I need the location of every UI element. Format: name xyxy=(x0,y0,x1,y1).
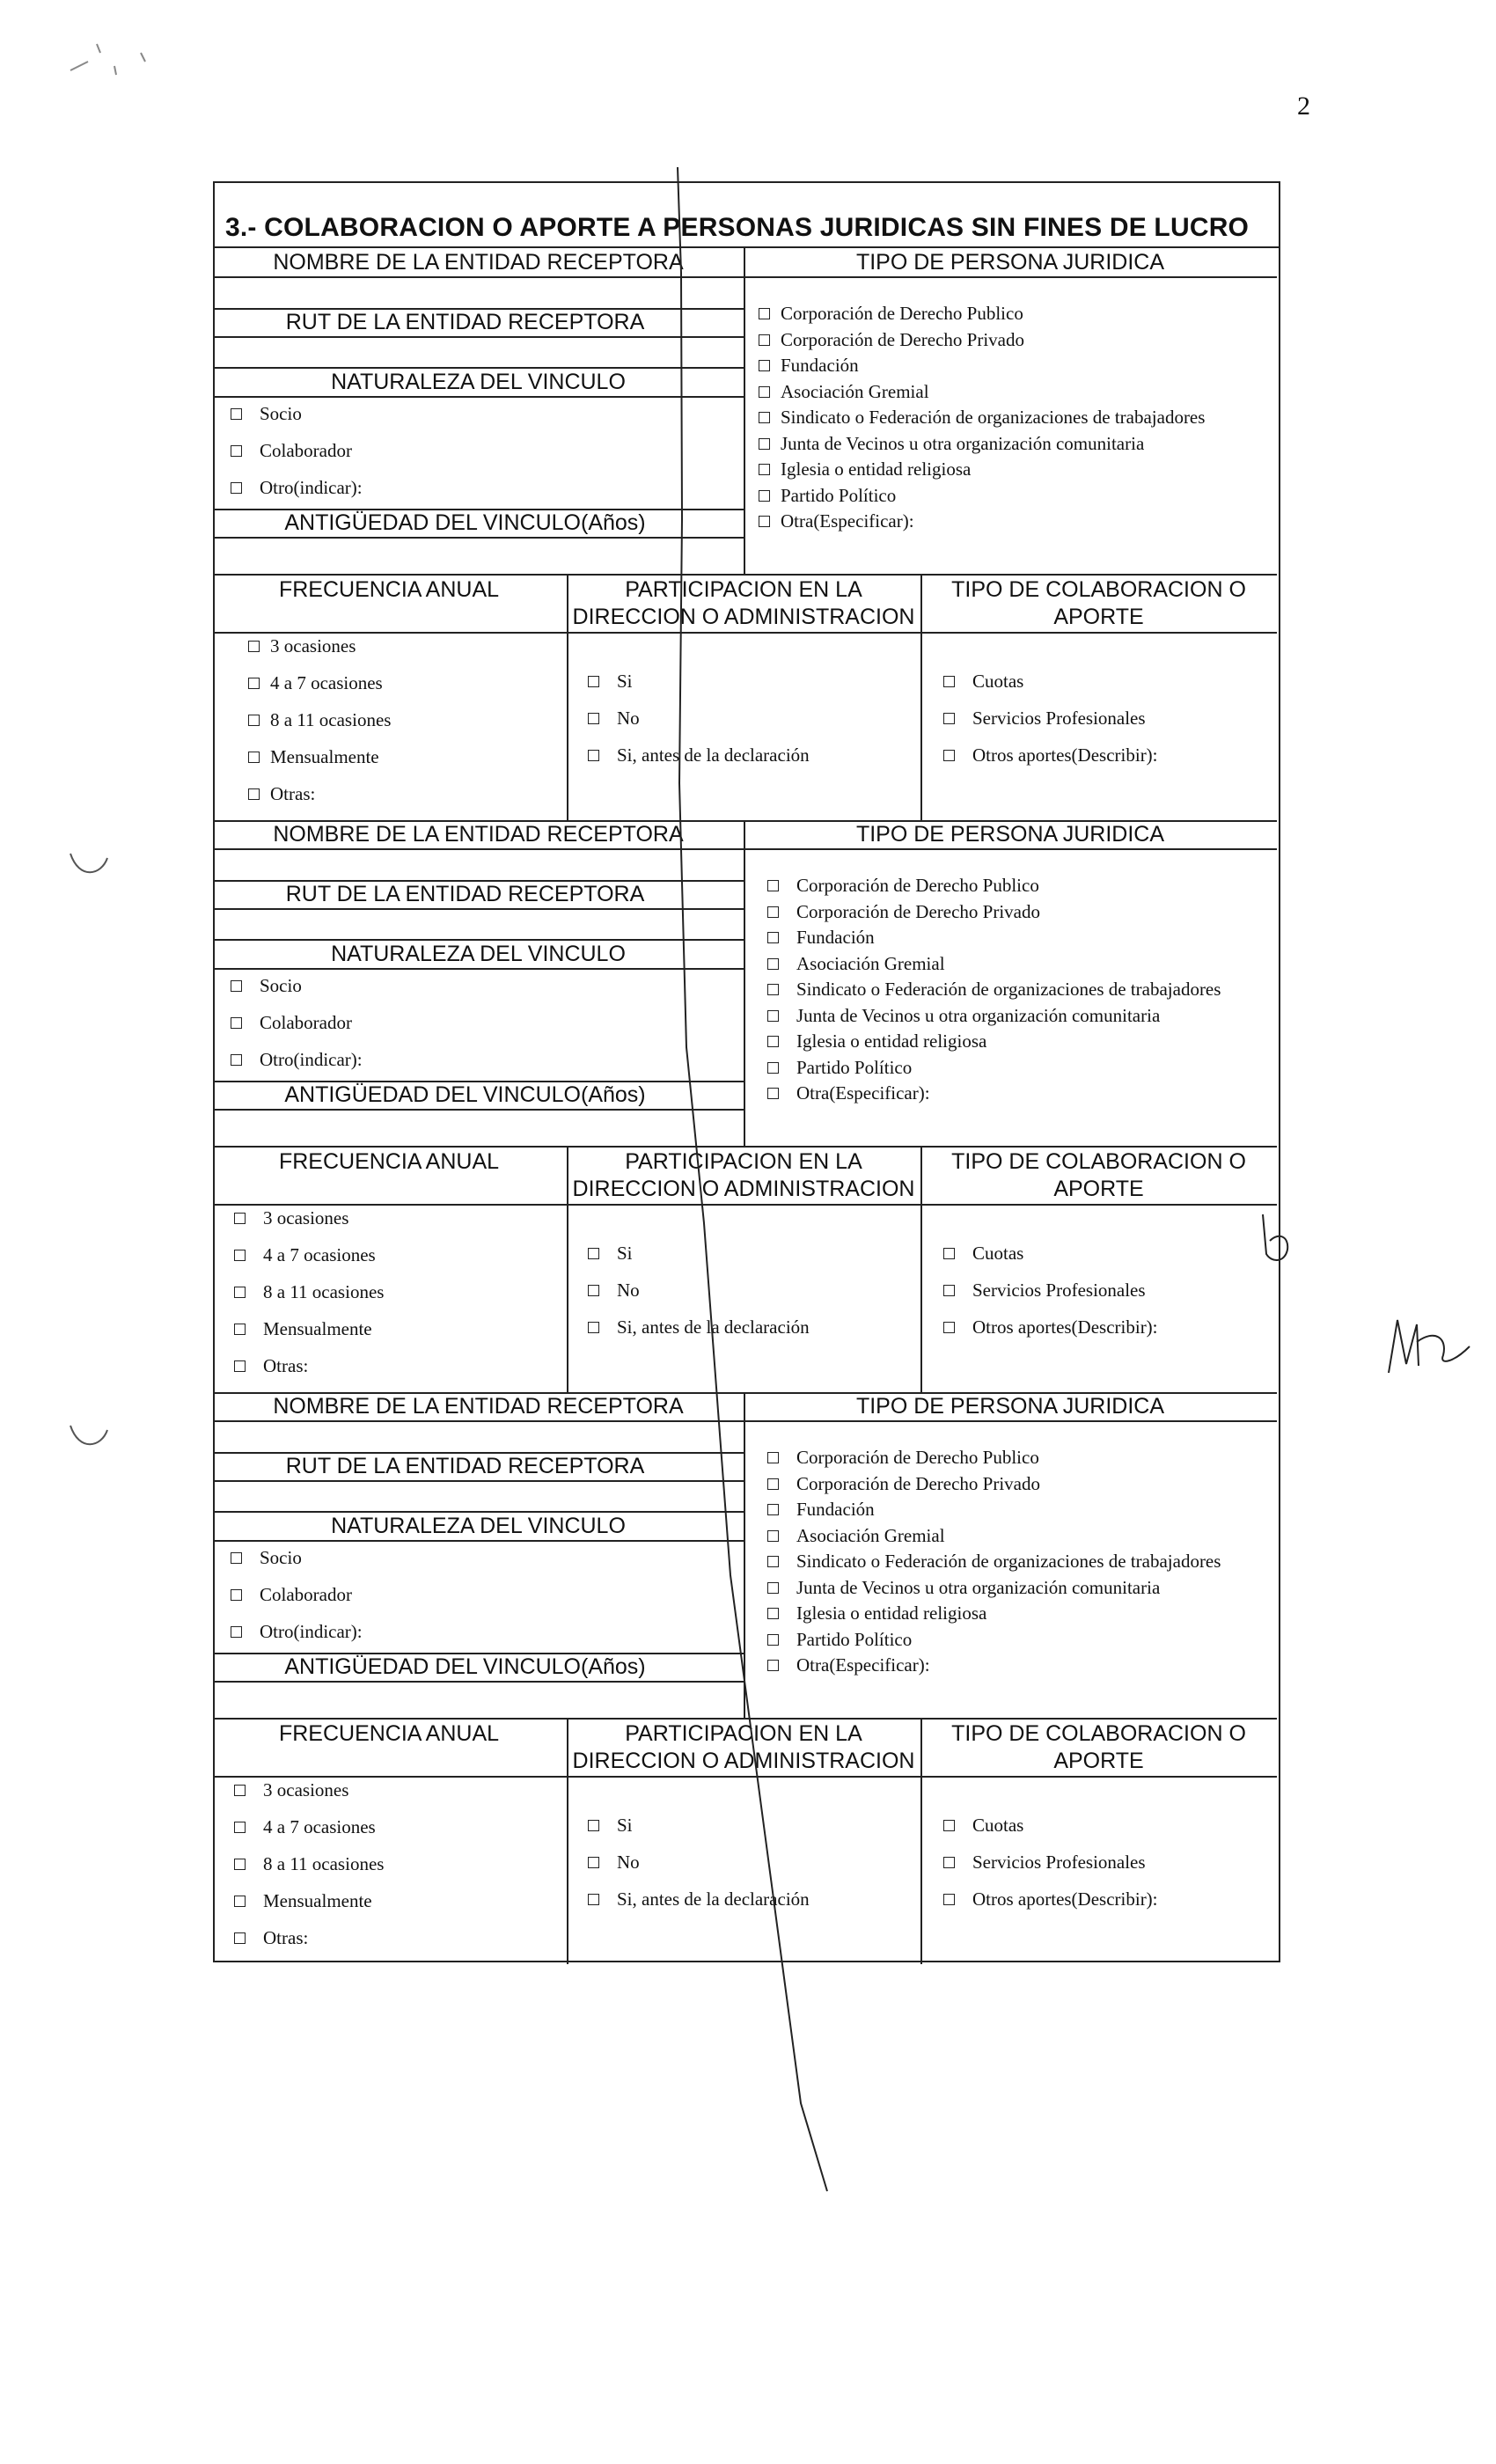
option-label: Junta de Vecinos u otra organización comunitaria xyxy=(781,432,1145,454)
frecuencia-option-3[interactable] xyxy=(234,1318,372,1340)
checkbox-icon[interactable] xyxy=(231,408,242,420)
option-label: Otras: xyxy=(263,1927,309,1948)
option-label: Otra(Especificar): xyxy=(781,510,914,532)
option-label: Otros aportes(Describir): xyxy=(972,744,1158,766)
column-divider xyxy=(567,1146,568,1392)
option-label: No xyxy=(617,708,640,729)
option-label: 4 a 7 ocasiones xyxy=(270,672,383,693)
option-label: Si, antes de la declaración xyxy=(617,1316,810,1338)
antiguedad-vinculo-header: ANTIGÜEDAD DEL VINCULO(Años) xyxy=(284,1082,646,1107)
option-label: Iglesia o entidad religiosa xyxy=(796,1602,987,1624)
naturaleza-vinculo-header: NATURALEZA DEL VINCULO xyxy=(331,370,626,394)
checkbox-icon[interactable] xyxy=(588,1857,599,1868)
checkbox-icon[interactable] xyxy=(234,1859,246,1870)
vinculo-option-colaborador[interactable] xyxy=(231,1584,352,1606)
column-divider xyxy=(920,1146,922,1392)
checkbox-icon[interactable] xyxy=(248,678,260,689)
option-label: Mensualmente xyxy=(263,1318,372,1339)
colaboracion-option-2[interactable] xyxy=(943,1888,1158,1910)
checkbox-icon[interactable] xyxy=(234,1822,246,1833)
option-label: No xyxy=(617,1280,640,1301)
colaboracion-option-0[interactable] xyxy=(943,1815,1023,1837)
checkbox-icon[interactable] xyxy=(234,1250,246,1261)
tipo-colaboracion-header-line2: APORTE xyxy=(1053,1749,1144,1773)
checkbox-icon[interactable] xyxy=(588,1248,599,1259)
checkbox-icon[interactable] xyxy=(248,788,260,800)
checkbox-icon[interactable] xyxy=(588,750,599,761)
option-label: Junta de Vecinos u otra organización comunitaria xyxy=(796,1004,1161,1026)
option-label: Socio xyxy=(260,403,302,424)
vinculo-option-socio[interactable] xyxy=(231,1547,302,1569)
vinculo-option-colaborador[interactable] xyxy=(231,440,352,462)
option-label: Cuotas xyxy=(972,1243,1024,1264)
option-label: Asociación Gremial xyxy=(796,952,945,974)
option-label: Corporación de Derecho Publico xyxy=(796,875,1039,896)
option-label: Si, antes de la declaración xyxy=(617,744,810,766)
option-label: Si, antes de la declaración xyxy=(617,1888,810,1910)
option-label: Otra(Especificar): xyxy=(796,1082,930,1104)
nombre-entidad-header: NOMBRE DE LA ENTIDAD RECEPTORA xyxy=(273,1394,684,1419)
checkbox-icon[interactable] xyxy=(231,1054,242,1066)
nombre-entidad-header: NOMBRE DE LA ENTIDAD RECEPTORA xyxy=(273,822,684,847)
frecuencia-anual-header: FRECUENCIA ANUAL xyxy=(278,577,500,602)
checkbox-icon[interactable] xyxy=(234,1360,246,1372)
checkbox-icon[interactable] xyxy=(943,1894,955,1905)
option-label: Fundación xyxy=(796,927,875,948)
antiguedad-vinculo-header: ANTIGÜEDAD DEL VINCULO(Años) xyxy=(284,1654,646,1679)
frecuencia-option-0[interactable] xyxy=(234,1779,348,1801)
checkbox-icon[interactable] xyxy=(588,1894,599,1905)
option-label: Sindicato o Federación de organizaciones de trabajadores xyxy=(796,1551,1221,1572)
rut-entidad-header: RUT DE LA ENTIDAD RECEPTORA xyxy=(285,310,645,334)
checkbox-icon[interactable] xyxy=(231,1626,242,1638)
participacion-header-line2: DIRECCION O ADMINISTRACION xyxy=(572,1177,915,1201)
tipo-colaboracion-header-line2: APORTE xyxy=(1053,1177,1144,1201)
option-label: Colaborador xyxy=(260,440,352,461)
option-label: 4 a 7 ocasiones xyxy=(263,1244,376,1265)
option-label: Servicios Profesionales xyxy=(972,708,1146,729)
checkbox-icon[interactable] xyxy=(231,482,242,494)
scan-arc-1 xyxy=(62,845,114,889)
section-title: 3.- COLABORACION O APORTE A PERSONAS JURIDICAS SIN FINES DE LUCRO xyxy=(225,213,1250,242)
rut-entidad-header: RUT DE LA ENTIDAD RECEPTORA xyxy=(285,882,645,906)
frecuencia-option-4[interactable] xyxy=(234,1355,308,1377)
option-label: Sindicato o Federación de organizaciones de trabajadores xyxy=(781,407,1206,428)
frecuencia-option-3[interactable] xyxy=(234,1890,372,1912)
option-label: Corporación de Derecho Privado xyxy=(796,1472,1040,1494)
tipo-persona-header: TIPO DE PERSONA JURIDICA xyxy=(855,250,1165,275)
participacion-header-line1: PARTICIPACION EN LA xyxy=(625,577,862,602)
colaboracion-option-1[interactable] xyxy=(943,1852,1146,1874)
vinculo-option-colaborador[interactable] xyxy=(231,1012,352,1034)
tipo-colaboracion-header-line1: TIPO DE COLABORACION O xyxy=(951,577,1246,602)
colaboracion-option-1[interactable] xyxy=(943,1280,1146,1302)
checkbox-icon[interactable] xyxy=(248,752,260,763)
option-label: Asociación Gremial xyxy=(796,1524,945,1546)
participacion-header-line1: PARTICIPACION EN LA xyxy=(625,1721,862,1746)
checkbox-icon[interactable] xyxy=(943,713,955,724)
option-label: Fundación xyxy=(796,1499,875,1520)
frecuencia-anual-header: FRECUENCIA ANUAL xyxy=(278,1721,500,1746)
frecuencia-option-1[interactable] xyxy=(234,1244,376,1266)
option-label: Servicios Profesionales xyxy=(972,1852,1146,1873)
checkbox-icon[interactable] xyxy=(943,1322,955,1333)
frecuencia-option-0[interactable] xyxy=(248,635,356,657)
scan-arc-2 xyxy=(62,1417,114,1461)
naturaleza-vinculo-header: NATURALEZA DEL VINCULO xyxy=(331,942,626,966)
checkbox-icon[interactable] xyxy=(231,1017,242,1029)
option-label: 8 a 11 ocasiones xyxy=(263,1281,385,1302)
option-label: Colaborador xyxy=(260,1584,352,1605)
option-label: Si xyxy=(617,671,633,692)
option-label: Partido Político xyxy=(781,484,897,506)
checkbox-icon[interactable] xyxy=(588,1820,599,1831)
checkbox-icon[interactable] xyxy=(231,1552,242,1564)
option-label: Otras: xyxy=(270,783,316,804)
checkbox-icon[interactable] xyxy=(231,980,242,992)
checkbox-icon[interactable] xyxy=(234,1896,246,1907)
option-label: 8 a 11 ocasiones xyxy=(263,1853,385,1874)
checkbox-icon[interactable] xyxy=(943,676,955,687)
vinculo-option-otro[interactable] xyxy=(231,477,363,499)
pen-stroke xyxy=(651,167,854,2209)
column-divider xyxy=(567,574,568,820)
participacion-header-line2: DIRECCION O ADMINISTRACION xyxy=(572,1749,915,1773)
colaboracion-option-0[interactable] xyxy=(943,1243,1023,1265)
option-label: Cuotas xyxy=(972,671,1024,692)
colaboracion-option-2[interactable] xyxy=(943,744,1158,766)
tipo-colaboracion-header-line1: TIPO DE COLABORACION O xyxy=(951,1149,1246,1174)
frecuencia-option-4[interactable] xyxy=(234,1927,308,1949)
option-label: Si xyxy=(617,1243,633,1264)
participacion-header-line2: DIRECCION O ADMINISTRACION xyxy=(572,605,915,629)
frecuencia-option-1[interactable] xyxy=(234,1816,376,1838)
vinculo-option-otro[interactable] xyxy=(231,1621,363,1643)
checkbox-icon[interactable] xyxy=(588,713,599,724)
option-label: Socio xyxy=(260,975,302,996)
checkbox-icon[interactable] xyxy=(943,1820,955,1831)
checkbox-icon[interactable] xyxy=(231,445,242,457)
checkbox-icon[interactable] xyxy=(231,1589,242,1601)
tipo-colaboracion-header-line2: APORTE xyxy=(1053,605,1144,629)
naturaleza-vinculo-header: NATURALEZA DEL VINCULO xyxy=(331,1514,626,1538)
checkbox-icon[interactable] xyxy=(943,1857,955,1868)
participacion-option-1[interactable] xyxy=(588,1852,640,1874)
checkbox-icon[interactable] xyxy=(588,1285,599,1296)
option-label: Otro(indicar): xyxy=(260,477,363,498)
checkbox-icon[interactable] xyxy=(234,1287,246,1298)
nombre-entidad-header: NOMBRE DE LA ENTIDAD RECEPTORA xyxy=(273,250,684,275)
column-divider xyxy=(920,574,922,820)
option-label: 4 a 7 ocasiones xyxy=(263,1816,376,1837)
column-divider xyxy=(920,1718,922,1964)
option-label: Mensualmente xyxy=(270,746,379,767)
option-label: Sindicato o Federación de organizaciones de trabajadores xyxy=(796,979,1221,1000)
checkbox-icon[interactable] xyxy=(588,1322,599,1333)
scan-mark-top-left xyxy=(62,26,176,88)
check-mark xyxy=(1254,1210,1298,1272)
vinculo-option-socio[interactable] xyxy=(231,975,302,997)
option-label: Colaborador xyxy=(260,1012,352,1033)
participacion-option-1[interactable] xyxy=(588,1280,640,1302)
option-label: Corporación de Derecho Privado xyxy=(781,328,1024,350)
option-label: Cuotas xyxy=(972,1815,1024,1836)
option-label: Socio xyxy=(260,1547,302,1568)
option-label: Asociación Gremial xyxy=(781,380,929,402)
option-label: Iglesia o entidad religiosa xyxy=(796,1030,987,1052)
option-label: Otros aportes(Describir): xyxy=(972,1888,1158,1910)
option-label: Partido Político xyxy=(796,1056,913,1078)
option-label: Corporación de Derecho Privado xyxy=(796,900,1040,922)
frecuencia-anual-header: FRECUENCIA ANUAL xyxy=(278,1149,500,1174)
checkbox-icon[interactable] xyxy=(943,1285,955,1296)
frecuencia-option-0[interactable] xyxy=(234,1207,348,1229)
option-label: 8 a 11 ocasiones xyxy=(270,709,392,730)
checkbox-icon[interactable] xyxy=(588,676,599,687)
option-label: Junta de Vecinos u otra organización comunitaria xyxy=(796,1576,1161,1598)
option-label: Corporación de Derecho Publico xyxy=(796,1447,1039,1468)
option-label: Otras: xyxy=(263,1355,309,1376)
option-label: Fundación xyxy=(781,355,859,376)
option-label: Otros aportes(Describir): xyxy=(972,1316,1158,1338)
tipo-colaboracion-header-line1: TIPO DE COLABORACION O xyxy=(951,1721,1246,1746)
participacion-option-0[interactable] xyxy=(588,671,633,693)
frecuencia-option-3[interactable] xyxy=(248,746,379,768)
participacion-option-0[interactable] xyxy=(588,1815,633,1837)
option-label: No xyxy=(617,1852,640,1873)
checkbox-icon[interactable] xyxy=(248,641,260,652)
frecuencia-option-1[interactable] xyxy=(248,672,383,694)
rut-entidad-header: RUT DE LA ENTIDAD RECEPTORA xyxy=(285,1454,645,1478)
option-label: 3 ocasiones xyxy=(263,1207,349,1228)
option-label: Otro(indicar): xyxy=(260,1049,363,1070)
tipo-persona-header: TIPO DE PERSONA JURIDICA xyxy=(855,822,1165,847)
option-label: Otro(indicar): xyxy=(260,1621,363,1642)
checkbox-icon[interactable] xyxy=(248,715,260,726)
checkbox-icon[interactable] xyxy=(234,1324,246,1335)
checkbox-icon[interactable] xyxy=(943,750,955,761)
checkbox-icon[interactable] xyxy=(943,1248,955,1259)
frecuencia-option-2[interactable] xyxy=(248,709,391,731)
column-divider xyxy=(567,1718,568,1964)
vinculo-option-socio[interactable] xyxy=(231,403,302,425)
page-number: 2 xyxy=(1297,92,1310,121)
option-label: Servicios Profesionales xyxy=(972,1280,1146,1301)
vinculo-option-otro[interactable] xyxy=(231,1049,363,1071)
checkbox-icon[interactable] xyxy=(234,1932,246,1944)
antiguedad-vinculo-header: ANTIGÜEDAD DEL VINCULO(Años) xyxy=(284,510,646,535)
option-label: Iglesia o entidad religiosa xyxy=(781,458,972,480)
option-label: Mensualmente xyxy=(263,1890,372,1911)
colaboracion-option-2[interactable] xyxy=(943,1316,1158,1338)
participacion-option-0[interactable] xyxy=(588,1243,633,1265)
option-label: Partido Político xyxy=(796,1628,913,1650)
option-label: 3 ocasiones xyxy=(270,635,356,656)
participacion-option-1[interactable] xyxy=(588,708,640,730)
frecuencia-option-2[interactable] xyxy=(234,1853,384,1875)
tipo-persona-header: TIPO DE PERSONA JURIDICA xyxy=(855,1394,1165,1419)
checkbox-icon[interactable] xyxy=(234,1785,246,1796)
option-label: Corporación de Derecho Publico xyxy=(781,303,1023,324)
option-label: Si xyxy=(617,1815,633,1836)
colaboracion-option-1[interactable] xyxy=(943,708,1146,730)
handwritten-initials xyxy=(1382,1311,1478,1390)
checkbox-icon[interactable] xyxy=(234,1213,246,1224)
participacion-header-line1: PARTICIPACION EN LA xyxy=(625,1149,862,1174)
option-label: 3 ocasiones xyxy=(263,1779,349,1800)
colaboracion-option-0[interactable] xyxy=(943,671,1023,693)
option-label: Otra(Especificar): xyxy=(796,1654,930,1676)
frecuencia-option-2[interactable] xyxy=(234,1281,384,1303)
frecuencia-option-4[interactable] xyxy=(248,783,315,805)
